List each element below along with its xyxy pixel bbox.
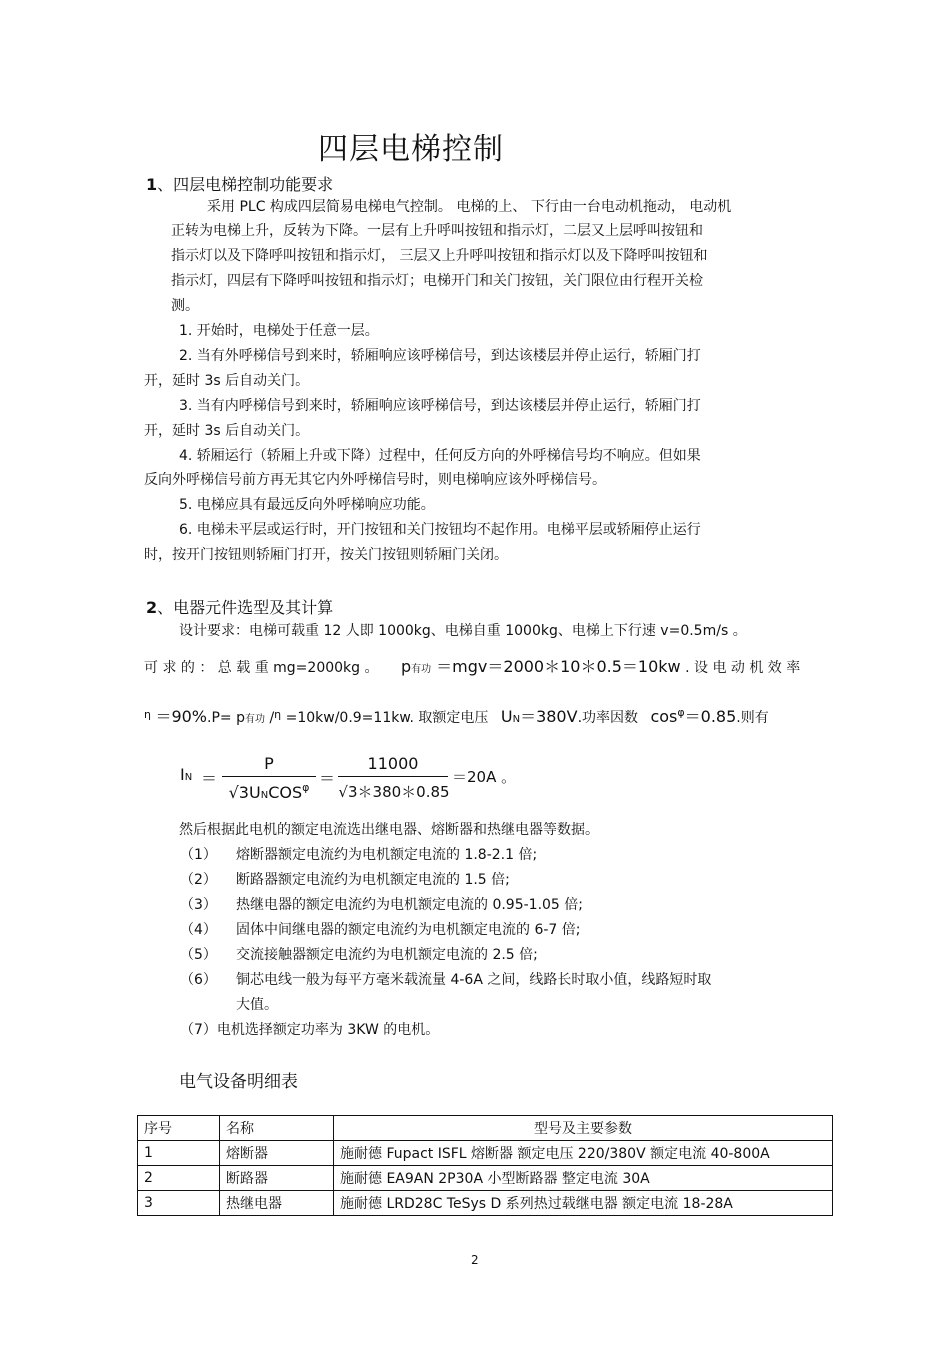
rule-7: （7）电机选择额定功率为 3KW 的电机。 xyxy=(180,1022,440,1038)
row-3-name: 热继电器 xyxy=(220,1191,334,1216)
intro-line-5: 测。 xyxy=(171,298,199,314)
row-1-index: 1 xyxy=(138,1141,220,1166)
rule-2-text: 断路器额定电流约为电机额定电流的 1.5 倍; xyxy=(236,872,510,888)
section-1-number: 1 xyxy=(146,175,158,194)
voltage-subscript: N xyxy=(512,714,521,725)
rule-5-text: 交流接触器额定电流约为电机额定电流的 2.5 倍; xyxy=(236,947,538,963)
denominator-1-part-b: COS xyxy=(268,783,303,802)
section-2-heading xyxy=(146,595,333,618)
table-row xyxy=(138,1191,833,1216)
intro-line-3: 指示灯以及下降呼叫按钮和指示灯， 三层又上升呼叫按钮和指示灯以及下降呼叫按钮和 xyxy=(171,248,708,264)
row-2-model: 施耐德 EA9AN 2P30A 小型断路器 整定电流 30A xyxy=(334,1166,833,1191)
calc2-rest: =10kw/0.9=11kw. 取额定电压 xyxy=(285,710,489,726)
calc2-p: .P= p xyxy=(207,710,245,726)
equals-1: ＝ xyxy=(201,769,218,788)
calc1-p: p xyxy=(400,657,412,676)
formula-result: ＝20A 。 xyxy=(452,768,517,786)
requirement-1: 1. 开始时，电梯处于任意一层。 xyxy=(179,323,379,339)
denominator-1-part-a: √3U xyxy=(228,783,261,802)
current-symbol xyxy=(180,765,192,784)
design-requirement: 设计要求：电梯可载重 12 人即 1000kg、电梯自重 1000kg、电梯上下行速 v=0.5m/s 。 xyxy=(179,623,747,639)
requirement-3: 3. 当有内呼梯信号到来时，轿厢响应该呼梯信号，到达该楼层并停止运行，轿厢门打 xyxy=(179,398,701,414)
requirement-3-cont: 开，延时 3s 后自动关门。 xyxy=(144,423,310,439)
requirement-5: 5. 电梯应具有最远反向外呼梯响应功能。 xyxy=(179,497,435,513)
row-3-index: 3 xyxy=(138,1191,220,1216)
equals-2: ＝ xyxy=(319,769,336,788)
calc1-suffix: . 设 电 动 机 效 率 xyxy=(685,660,801,676)
fraction-1-denominator xyxy=(222,781,316,802)
calc2-subscript: 有功 xyxy=(244,714,265,725)
table-header-row xyxy=(138,1116,833,1141)
calc1-equation: ＝mgv＝2000＊10＊0.5＝10kw xyxy=(431,657,681,676)
section-1-heading xyxy=(146,172,333,195)
rule-6-cont: 大值。 xyxy=(236,997,278,1013)
fraction-1-bar xyxy=(222,776,316,777)
intro-line-2: 正转为电梯上升，反转为下降。一层有上升呼叫按钮和指示灯，二层又上层呼叫按钮和 xyxy=(171,223,703,239)
rule-1-text: 熔断器额定电流约为电机额定电流的 1.8-2.1 倍; xyxy=(236,847,538,863)
section-2-title: 、电器元件选型及其计算 xyxy=(157,598,334,617)
header-model: 型号及主要参数 xyxy=(334,1116,833,1141)
rule-6-no: （6） xyxy=(180,972,217,988)
table-caption: 电气设备明细表 xyxy=(179,1072,298,1092)
row-1-model: 施耐德 Fupact ISFL 熔断器 额定电压 220/380V 额定电流 40-800A xyxy=(334,1141,833,1166)
calc2-slash: / xyxy=(269,710,275,726)
rule-6-text: 铜芯电线一般为每平方毫米载流量 4-6A 之间，线路长时取小值，线路短时取 xyxy=(236,972,712,988)
rule-3-text: 热继电器的额定电流约为电机额定电流的 0.95-1.05 倍; xyxy=(236,897,584,913)
power-factor-label: .功率因数 xyxy=(577,710,639,726)
eta-symbol-2: η xyxy=(274,708,282,721)
rule-1-no: （1） xyxy=(180,847,217,863)
row-3-model: 施耐德 LRD28C TeSys D 系列热过载继电器 额定电流 18-28A xyxy=(334,1191,833,1216)
header-index: 序号 xyxy=(138,1116,220,1141)
section-1-title: 、四层电梯控制功能要求 xyxy=(157,175,334,194)
current-subscript: N xyxy=(184,772,193,783)
rule-3-no: （3） xyxy=(180,897,217,913)
rule-5-no: （5） xyxy=(180,947,217,963)
page-number: 2 xyxy=(471,1253,479,1267)
then-line: 然后根据此电机的额定电流选出继电器、熔断器和热继电器等数据。 xyxy=(179,822,599,838)
fraction-1-numerator: P xyxy=(264,754,274,773)
calc-line-1 xyxy=(144,654,800,677)
rule-4-no: （4） xyxy=(180,922,217,938)
row-2-index: 2 xyxy=(138,1166,220,1191)
requirement-4-cont: 反向外呼梯信号前方再无其它内外呼梯信号时，则电梯响应该外呼梯信号。 xyxy=(144,472,606,488)
calc2-end: .则有 xyxy=(736,710,769,726)
requirement-4: 4. 轿厢运行（轿厢上升或下降）过程中，任何反方向的外呼梯信号均不响应。但如果 xyxy=(179,448,701,464)
voltage-symbol: U xyxy=(500,707,513,726)
fraction-2-bar xyxy=(338,776,448,777)
requirement-6-cont: 时，按开门按钮则轿厢门打开，按关门按钮则轿厢门关闭。 xyxy=(144,547,508,563)
header-name: 名称 xyxy=(220,1116,334,1141)
equipment-table xyxy=(137,1115,833,1216)
requirement-2: 2. 当有外呼梯信号到来时，轿厢响应该呼梯信号，到达该楼层并停止运行，轿厢门打 xyxy=(179,348,701,364)
intro-line-1: 采用 PLC 构成四层简易电梯电气控制。 电梯的上、 下行由一台电动机拖动， 电动机 xyxy=(207,199,732,215)
fraction-2-numerator: 11000 xyxy=(367,754,419,773)
denominator-1-subscript: N xyxy=(260,790,269,801)
table-row xyxy=(138,1141,833,1166)
requirement-2-cont: 开，延时 3s 后自动关门。 xyxy=(144,373,310,389)
page-title: 四层电梯控制 xyxy=(318,132,504,167)
calc1-prefix: 可 求 的 ： 总 载 重 mg=2000kg 。 xyxy=(144,660,379,676)
fraction-2-denominator: √3＊380＊0.85 xyxy=(338,783,450,801)
row-2-name: 断路器 xyxy=(220,1166,334,1191)
table-row xyxy=(138,1166,833,1191)
phi-symbol: φ xyxy=(677,706,685,719)
calc1-subscript: 有功 xyxy=(411,664,432,675)
cos-symbol: cos xyxy=(650,707,678,726)
intro-line-4: 指示灯，四层有下降呼叫按钮和指示灯；电梯开门和关门按钮，关门限位由行程开关检 xyxy=(171,273,703,289)
requirement-6: 6. 电梯未平层或运行时，开门按钮和关门按钮均不起作用。电梯平层或轿厢停止运行 xyxy=(179,522,701,538)
row-1-name: 熔断器 xyxy=(220,1141,334,1166)
cos-value: ＝0.85 xyxy=(684,707,737,726)
current-letter: I xyxy=(180,765,185,784)
rule-4-text: 固体中间继电器的额定电流约为电机额定电流的 6-7 倍; xyxy=(236,922,581,938)
calc-line-2 xyxy=(144,704,769,727)
section-2-number: 2 xyxy=(146,598,158,617)
eta-value: ＝90% xyxy=(155,707,208,726)
eta-symbol: η xyxy=(144,708,151,721)
rule-2-no: （2） xyxy=(180,872,217,888)
voltage-value: ＝380V xyxy=(520,707,578,726)
denominator-1-phi: φ xyxy=(302,781,310,794)
